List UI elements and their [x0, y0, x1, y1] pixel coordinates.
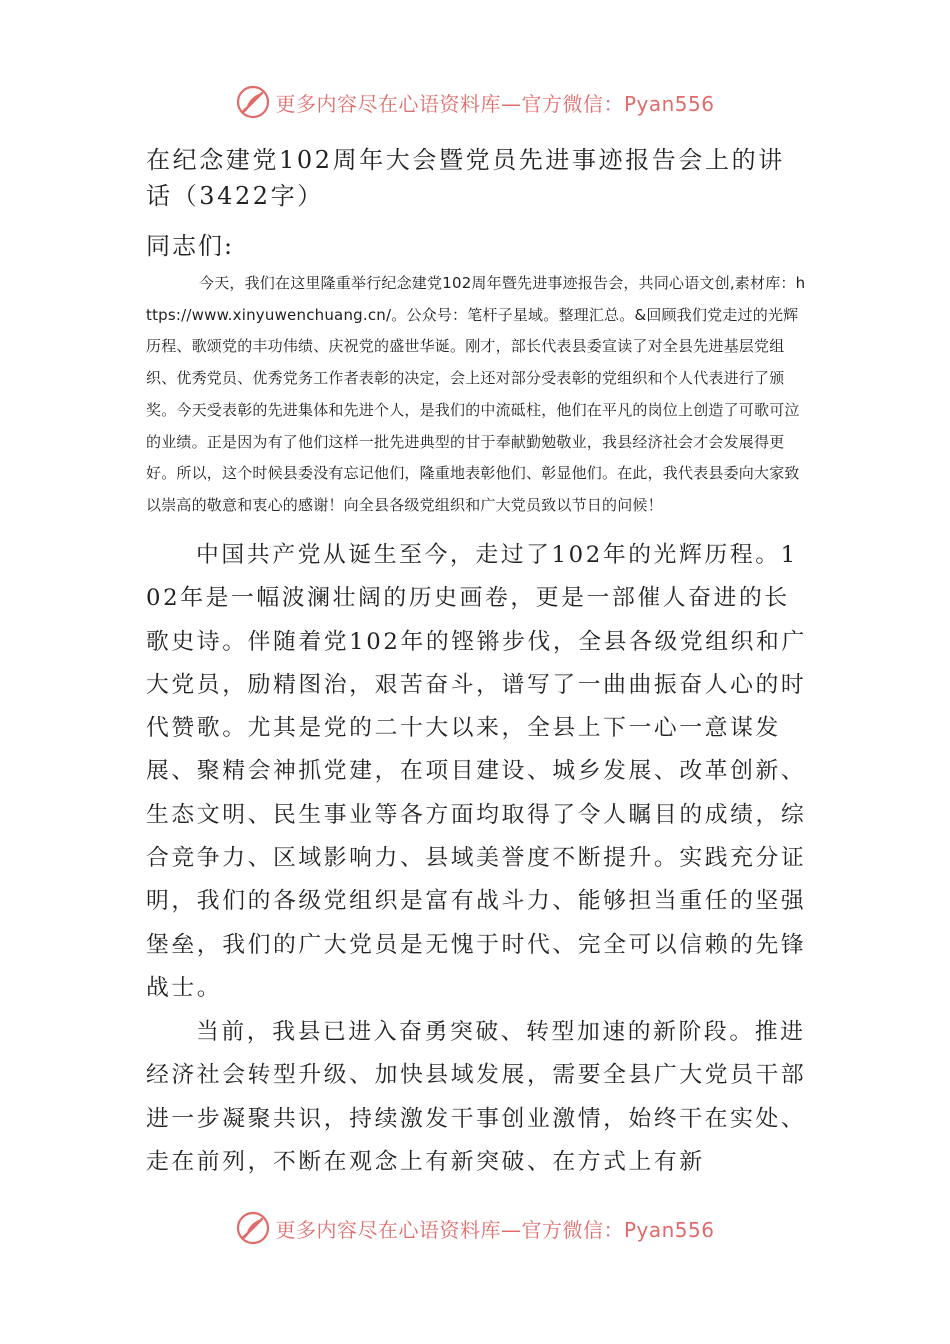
salutation: 同志们: — [146, 232, 235, 260]
quill-logo-icon — [235, 84, 271, 120]
body-paragraph: 当前，我县已进入奋勇突破、转型加速的新阶段。推进经济社会转型升级、加快县域发展，需要全县广大党员干部进一步凝聚共识，持续激发干事创业激情，始终干在实处、走在前列，不断在观念上有新突破、在方式上有新 — [146, 1019, 807, 1175]
intro-paragraph: 今天，我们在这里隆重举行纪念建党102周年暨先进事迹报告会，共同心语文创,素材库：https://www.xinyuwenchuang.cn/。公众号：笔杆子星域。整理汇总。&回顾我们党走过的光辉历程、歌颂党的丰功伟绩、庆祝党的盛世华诞。刚才，部长代表县委宣读了对全县先进基层党组织、优秀党员、优秀党务工作者表彰的决定，会上还对部分受表彰的党组织和个人代表进行了颁奖。今天受表彰的先进集体和先进个人，是我们的中流砥柱，他们在平凡的岗位上创造了可歌可泣的业绩。正是因为有了他们这样一批先进典型的甘于奉献勤勉敬业，我县经济社会才会发展得更好。所以，这个时候县委没有忘记他们，隆重地表彰他们、彰显他们。在此，我代表县委向大家致以崇高的敬意和衷心的感谢！向全县各级党组织和广大党员致以节日的问候！ — [146, 274, 806, 514]
document-title: 在纪念建党102周年大会暨党员先进事迹报告会上的讲话（3422字） — [146, 146, 785, 210]
quill-logo-icon — [235, 1210, 271, 1246]
header-banner — [0, 82, 950, 122]
footer-banner — [0, 1208, 950, 1248]
banner-text: 更多内容尽在心语资料库—官方微信：Pyan556 — [275, 1217, 715, 1242]
banner-text: 更多内容尽在心语资料库—官方微信：Pyan556 — [275, 91, 715, 116]
body-paragraph: 中国共产党从诞生至今，走过了102年的光辉历程。102年是一幅波澜壮阔的历史画卷，更是一部催人奋进的长歌史诗。伴随着党102年的铿锵步伐，全县各级党组织和广大党员，励精图治，艰苦奋斗，谱写了一曲曲振奋人心的时代赞歌。尤其是党的二十大以来，全县上下一心一意谋发展、聚精会神抓党建，在项目建设、城乡发展、改革创新、生态文明、民生事业等各方面均取得了令人瞩目的成绩，综合竞争力、区域影响力、县域美誉度不断提升。实践充分证明，我们的各级党组织是富有战斗力、能够担当重任的坚强堡垒，我们的广大党员是无愧于时代、完全可以信赖的先锋战士。 — [146, 542, 807, 1001]
